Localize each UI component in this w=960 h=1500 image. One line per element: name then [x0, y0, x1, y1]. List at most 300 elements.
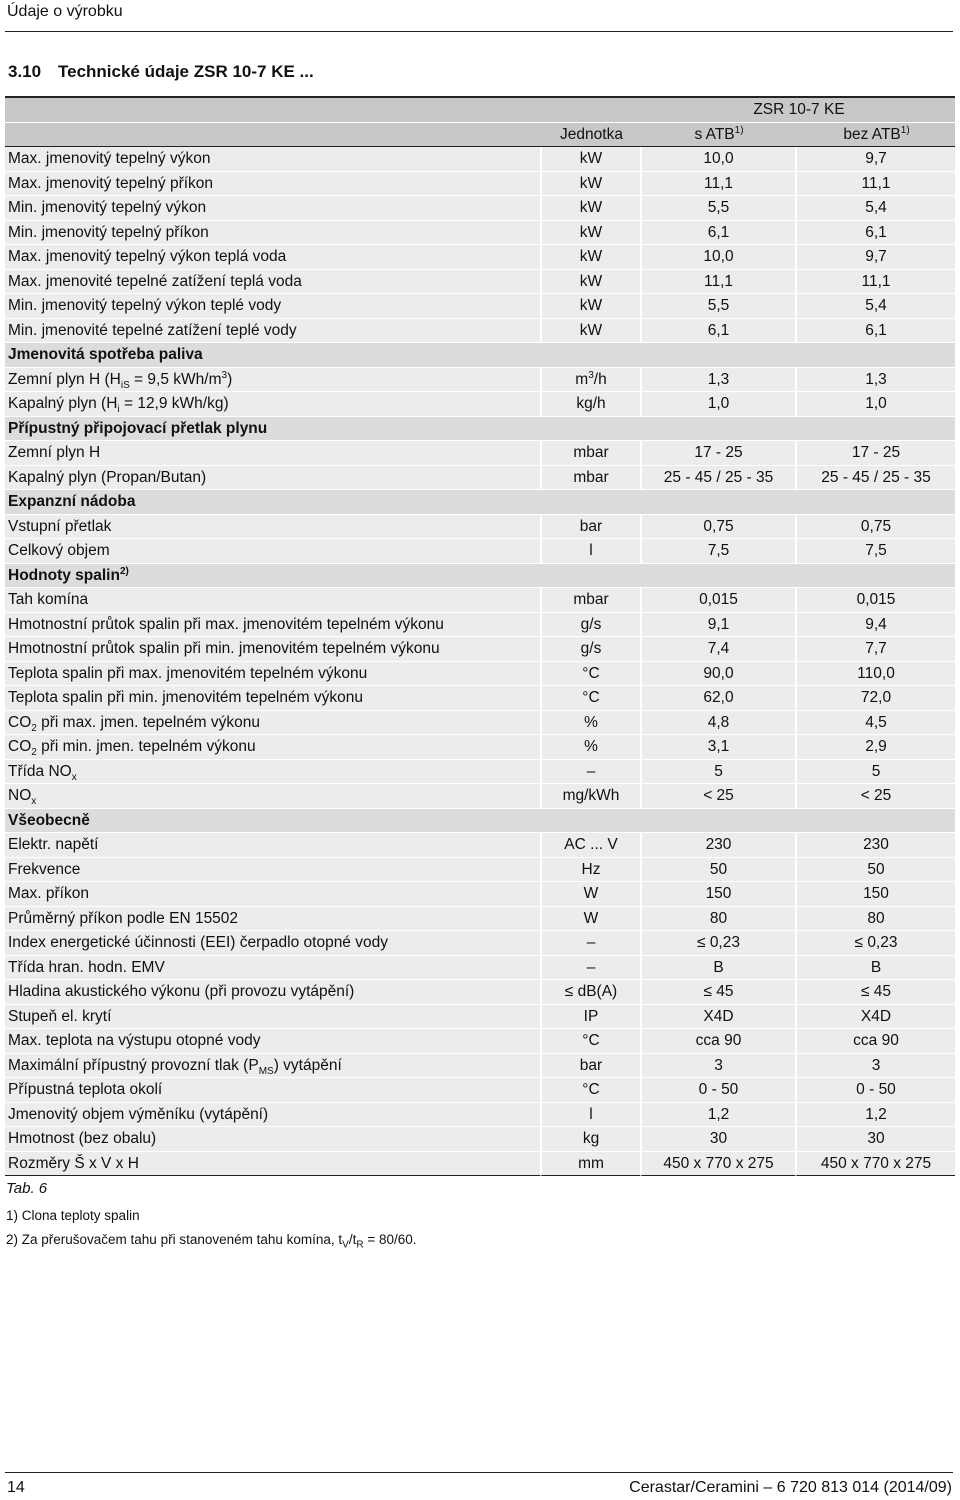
- row-unit: [540, 907, 640, 932]
- row-label-text: Max. jmenovitý tepelný výkon teplá voda: [8, 248, 287, 266]
- row-unit-text: kg/h: [576, 395, 606, 413]
- header-col-b: bez ATB$^{1)}$: [795, 123, 955, 148]
- row-value-a: 10,0: [640, 245, 795, 270]
- row-label-text: Min. jmenovitý tepelný výkon teplé vody: [8, 297, 282, 315]
- row-label: [5, 1152, 540, 1177]
- row-value-b: 25 - 45 / 25 - 35: [795, 466, 955, 491]
- row-unit-text: g/s: [580, 615, 602, 633]
- table-row: [5, 221, 955, 246]
- row-value-a: 4,8: [640, 711, 795, 736]
- row-label: [5, 1103, 540, 1128]
- row-label-text: Průměrný příkon podle EN 15502: [8, 909, 239, 927]
- row-value-b: 1,3: [795, 368, 955, 393]
- header-empty-cell: [5, 96, 540, 123]
- row-label-text: Frekvence: [8, 860, 81, 878]
- row-unit-text: mbar: [573, 591, 609, 609]
- row-label-text: Kapalný plyn (H: [8, 395, 118, 413]
- row-value-a: ≤ 45: [640, 980, 795, 1005]
- row-unit: [540, 833, 640, 858]
- row-unit: [540, 882, 640, 907]
- table-row: [5, 686, 955, 711]
- row-label-text: CO: [8, 738, 32, 756]
- row-unit: [540, 539, 640, 564]
- row-label: [5, 931, 540, 956]
- row-label: [5, 735, 540, 760]
- table-row: [5, 956, 955, 981]
- row-label: [5, 588, 540, 613]
- row-label: [5, 882, 540, 907]
- row-label-text: Min. jmenovité tepelné zatížení teplé vody: [8, 321, 297, 339]
- header-empty-cell: [540, 96, 640, 123]
- row-value-b: < 25: [795, 784, 955, 809]
- footnote-2: 2) Za přerušovačem tahu při stanoveném tahu komína, $t_V/t_R = 80/60$.: [6, 1232, 417, 1251]
- row-value-a: 5,5: [640, 294, 795, 319]
- row-label-text: Max. jmenovitý tepelný příkon: [8, 174, 214, 192]
- group-heading-sup: 2): [119, 565, 129, 577]
- table-header-row-columns: [5, 123, 955, 148]
- row-value-b: 5,4: [795, 196, 955, 221]
- table-group-row: [5, 343, 955, 368]
- row-label: [5, 147, 540, 172]
- row-value-a: 50: [640, 858, 795, 883]
- footnote-1: 1) Clona teploty spalin: [6, 1208, 140, 1223]
- row-label-sub: x: [71, 771, 77, 783]
- row-label: [5, 1127, 540, 1152]
- row-value-a: 1,3: [640, 368, 795, 393]
- row-value-a: 450 x 770 x 275: [640, 1152, 795, 1177]
- row-label-text: Jmenovitý objem výměníku (vytápění): [8, 1105, 269, 1123]
- row-label-text: Hmotnostní průtok spalin při max. jmenovitém tepelném výkonu: [8, 615, 444, 633]
- row-label-text: Kapalný plyn (Propan/Butan): [8, 468, 207, 486]
- row-unit: [540, 147, 640, 172]
- table-row: [5, 172, 955, 197]
- row-label-mid: = 9,5 kWh/m: [129, 370, 222, 388]
- row-unit: [540, 931, 640, 956]
- row-unit-text: l: [589, 1105, 593, 1123]
- row-value-a: 9,1: [640, 613, 795, 638]
- table-row: [5, 711, 955, 736]
- table-row: [5, 858, 955, 883]
- row-value-b: cca 90: [795, 1029, 955, 1054]
- row-label-mid: při min. jmen. tepelném výkonu: [36, 738, 256, 756]
- section-title-text: Technické údaje ZSR 10-7 KE ...: [58, 62, 314, 81]
- row-label-text: Zemní plyn H: [8, 444, 101, 462]
- row-unit: [540, 735, 640, 760]
- row-value-a: 11,1: [640, 270, 795, 295]
- row-label-text: Přípustná teplota okolí: [8, 1081, 163, 1099]
- row-label-sub: 2: [31, 747, 37, 759]
- row-label: [5, 392, 540, 417]
- row-unit-text: °C: [582, 1032, 600, 1050]
- row-label: [5, 441, 540, 466]
- row-value-a: 7,5: [640, 539, 795, 564]
- row-value-a: X4D: [640, 1005, 795, 1030]
- table-row: [5, 980, 955, 1005]
- row-value-a: 3: [640, 1054, 795, 1079]
- page-header-title: Údaje o výrobku: [7, 3, 123, 20]
- row-label: [5, 1054, 540, 1079]
- row-unit-end: /h: [593, 370, 607, 388]
- table-row: [5, 637, 955, 662]
- row-label: [5, 319, 540, 344]
- row-unit-text: l: [589, 542, 593, 560]
- row-value-b: 150: [795, 882, 955, 907]
- row-value-b: 7,5: [795, 539, 955, 564]
- table-row: [5, 270, 955, 295]
- row-label: [5, 196, 540, 221]
- row-label-text: Elektr. napětí: [8, 836, 99, 854]
- row-label-text: Min. jmenovitý tepelný příkon: [8, 223, 209, 241]
- row-value-b: 110,0: [795, 662, 955, 687]
- group-heading: Přípustný připojovací přetlak plynu: [8, 419, 268, 437]
- table-group-row: [5, 490, 955, 515]
- row-label-text: Teplota spalin při min. jmenovitém tepelném výkonu: [8, 689, 363, 707]
- group-heading: Expanzní nádoba: [8, 493, 136, 511]
- row-label: [5, 784, 540, 809]
- row-label-text: Třída hran. hodn. EMV: [8, 958, 165, 976]
- row-unit: [540, 1029, 640, 1054]
- row-value-a: 5: [640, 760, 795, 785]
- row-value-a: 10,0: [640, 147, 795, 172]
- table-caption: Tab. 6: [6, 1180, 48, 1197]
- row-unit-text: °C: [582, 689, 600, 707]
- table-header-row-model: [5, 96, 955, 123]
- group-heading-cell: [5, 809, 955, 834]
- table-row: [5, 196, 955, 221]
- row-unit: [540, 784, 640, 809]
- row-unit-text: m: [575, 370, 589, 388]
- row-unit-text: W: [583, 909, 599, 927]
- row-unit: [540, 1152, 640, 1177]
- row-unit: [540, 1103, 640, 1128]
- row-value-a: 6,1: [640, 221, 795, 246]
- row-unit-text: kW: [579, 321, 603, 339]
- table-row: [5, 515, 955, 540]
- row-unit-text: mbar: [573, 468, 609, 486]
- row-label: [5, 662, 540, 687]
- table-row: [5, 588, 955, 613]
- row-label: [5, 539, 540, 564]
- row-unit-text: –: [586, 762, 596, 780]
- table-row: [5, 833, 955, 858]
- table-row: [5, 1029, 955, 1054]
- table-row: [5, 1152, 955, 1177]
- row-value-a: 5,5: [640, 196, 795, 221]
- row-unit: [540, 1127, 640, 1152]
- row-unit-text: W: [583, 885, 599, 903]
- row-label: [5, 1078, 540, 1103]
- table-row: [5, 392, 955, 417]
- header-unit: Jednotka: [540, 123, 640, 148]
- table-row: [5, 760, 955, 785]
- row-unit: [540, 662, 640, 687]
- header-empty-cell: [5, 123, 540, 148]
- row-value-b: 5: [795, 760, 955, 785]
- row-unit-text: kW: [579, 248, 603, 266]
- row-unit: [540, 270, 640, 295]
- row-unit-text: mbar: [573, 444, 609, 462]
- row-value-b: 9,4: [795, 613, 955, 638]
- row-label-end: ): [227, 370, 233, 388]
- row-unit-text: bar: [579, 1056, 603, 1074]
- row-label: [5, 858, 540, 883]
- row-label: [5, 294, 540, 319]
- row-label: [5, 833, 540, 858]
- row-unit-text: kW: [579, 297, 603, 315]
- group-heading-cell: [5, 490, 955, 515]
- table-group-row: [5, 809, 955, 834]
- row-value-a: 230: [640, 833, 795, 858]
- row-unit-text: bar: [579, 517, 603, 535]
- row-value-a: 17 - 25: [640, 441, 795, 466]
- row-value-a: < 25: [640, 784, 795, 809]
- row-unit-sup: 3: [588, 369, 594, 381]
- group-heading: Všeobecně: [8, 811, 90, 829]
- row-value-a: 25 - 45 / 25 - 35: [640, 466, 795, 491]
- group-heading-cell: [5, 564, 955, 589]
- row-unit-text: Hz: [581, 860, 601, 878]
- row-label-sub: MS: [258, 1065, 274, 1077]
- row-value-b: 0 - 50: [795, 1078, 955, 1103]
- row-unit: [540, 637, 640, 662]
- table-group-row: [5, 417, 955, 442]
- row-label-text: Hmotnostní průtok spalin při min. jmenovitém tepelném výkonu: [8, 640, 440, 658]
- table-row: [5, 147, 955, 172]
- table-row: [5, 1054, 955, 1079]
- row-unit: [540, 515, 640, 540]
- row-value-a: 150: [640, 882, 795, 907]
- row-unit: [540, 172, 640, 197]
- row-unit-text: kW: [579, 223, 603, 241]
- row-unit: [540, 319, 640, 344]
- table-row: [5, 735, 955, 760]
- table-row: [5, 1078, 955, 1103]
- row-unit-text: –: [586, 934, 596, 952]
- table-row: [5, 1127, 955, 1152]
- row-unit: [540, 686, 640, 711]
- row-value-b: ≤ 45: [795, 980, 955, 1005]
- row-unit-text: IP: [583, 1007, 599, 1025]
- row-unit-text: kg: [582, 1130, 600, 1148]
- table-row: [5, 1005, 955, 1030]
- row-unit-text: –: [586, 958, 596, 976]
- row-value-a: 80: [640, 907, 795, 932]
- row-label: [5, 466, 540, 491]
- row-value-b: 450 x 770 x 275: [795, 1152, 955, 1177]
- row-label-sup: 3: [221, 369, 228, 381]
- row-label-sub: 2: [31, 722, 37, 734]
- row-label: [5, 956, 540, 981]
- group-heading: Hodnoty spalin: [8, 566, 120, 584]
- row-value-b: 72,0: [795, 686, 955, 711]
- row-label-text: Rozměry Š x V x H: [8, 1154, 139, 1172]
- row-value-b: 30: [795, 1127, 955, 1152]
- row-value-b: 6,1: [795, 319, 955, 344]
- row-unit: [540, 1005, 640, 1030]
- row-unit: [540, 245, 640, 270]
- row-unit: [540, 956, 640, 981]
- row-value-a: 0,75: [640, 515, 795, 540]
- row-label-text: Vstupní přetlak: [8, 517, 112, 535]
- table-row: [5, 907, 955, 932]
- table-row: [5, 882, 955, 907]
- row-unit: [540, 760, 640, 785]
- row-unit-text: AC ... V: [564, 836, 618, 854]
- group-heading: Jmenovitá spotřeba paliva: [8, 346, 203, 364]
- row-unit: [540, 466, 640, 491]
- table-row: [5, 539, 955, 564]
- row-unit-text: mm: [578, 1154, 604, 1172]
- table-row: [5, 784, 955, 809]
- row-label: [5, 613, 540, 638]
- row-value-b: 17 - 25: [795, 441, 955, 466]
- document-reference: Cerastar/Ceramini – 6 720 813 014 (2014/09): [629, 1479, 952, 1496]
- row-label-sub: x: [31, 796, 37, 808]
- group-heading-cell: [5, 417, 955, 442]
- row-label-text: CO: [8, 713, 32, 731]
- row-label-text: Max. teplota na výstupu otopné vody: [8, 1032, 261, 1050]
- row-label-mid: ) vytápění: [273, 1056, 342, 1074]
- row-unit: [540, 711, 640, 736]
- row-value-b: 4,5: [795, 711, 955, 736]
- row-unit-text: ≤ dB(A): [564, 983, 618, 1001]
- row-label: [5, 515, 540, 540]
- row-label: [5, 907, 540, 932]
- section-title: [8, 62, 314, 82]
- row-value-b: 5,4: [795, 294, 955, 319]
- row-value-b: 9,7: [795, 245, 955, 270]
- header-model: ZSR 10-7 KE: [640, 96, 955, 123]
- row-label: [5, 172, 540, 197]
- row-label-mid: při max. jmen. tepelném výkonu: [36, 713, 260, 731]
- row-value-b: 1,2: [795, 1103, 955, 1128]
- row-label: [5, 711, 540, 736]
- row-unit: [540, 392, 640, 417]
- row-label-text: Maximální přípustný provozní tlak (P: [8, 1056, 259, 1074]
- row-label: [5, 980, 540, 1005]
- row-label-text: Teplota spalin při max. jmenovitém tepelném výkonu: [8, 664, 368, 682]
- row-label: [5, 245, 540, 270]
- row-label: [5, 1005, 540, 1030]
- row-label-text: Max. příkon: [8, 885, 89, 903]
- row-value-b: 11,1: [795, 270, 955, 295]
- row-value-b: 50: [795, 858, 955, 883]
- row-label-text: Celkový objem: [8, 542, 110, 560]
- group-heading-cell: [5, 343, 955, 368]
- row-label: [5, 686, 540, 711]
- row-unit: [540, 196, 640, 221]
- table-row: [5, 441, 955, 466]
- row-unit-text: °C: [582, 664, 600, 682]
- row-value-b: X4D: [795, 1005, 955, 1030]
- row-label-text: Tah komína: [8, 591, 89, 609]
- row-unit: [540, 221, 640, 246]
- row-unit-text: %: [584, 738, 598, 756]
- row-value-b: ≤ 0,23: [795, 931, 955, 956]
- row-value-a: 1,0: [640, 392, 795, 417]
- row-value-a: 1,2: [640, 1103, 795, 1128]
- row-value-b: 11,1: [795, 172, 955, 197]
- row-value-a: ≤ 0,23: [640, 931, 795, 956]
- row-value-a: 11,1: [640, 172, 795, 197]
- row-label-text: Hladina akustického výkonu (při provozu vytápění): [8, 983, 355, 1001]
- row-unit-text: kW: [579, 150, 603, 168]
- row-value-b: 2,9: [795, 735, 955, 760]
- row-label-text: Třída NO: [8, 762, 72, 780]
- table-row: [5, 368, 955, 393]
- row-unit: [540, 613, 640, 638]
- row-unit: [540, 1078, 640, 1103]
- row-value-a: 90,0: [640, 662, 795, 687]
- table-row: [5, 319, 955, 344]
- footer-divider: [5, 1472, 953, 1473]
- row-unit: [540, 441, 640, 466]
- row-unit: [540, 368, 640, 393]
- table-row: [5, 931, 955, 956]
- row-unit: [540, 588, 640, 613]
- row-unit: [540, 294, 640, 319]
- table-group-row: [5, 564, 955, 589]
- row-value-b: 0,015: [795, 588, 955, 613]
- row-value-b: 6,1: [795, 221, 955, 246]
- row-value-b: 80: [795, 907, 955, 932]
- row-label: [5, 1029, 540, 1054]
- row-label-text: Stupeň el. krytí: [8, 1007, 112, 1025]
- row-unit-text: kW: [579, 272, 603, 290]
- row-label: [5, 270, 540, 295]
- row-label-sub: iS: [120, 379, 130, 391]
- row-label: [5, 760, 540, 785]
- row-value-a: 6,1: [640, 319, 795, 344]
- technical-data-table: [5, 96, 955, 1176]
- row-value-a: 30: [640, 1127, 795, 1152]
- row-label-text: Min. jmenovitý tepelný výkon: [8, 199, 207, 217]
- row-value-a: B: [640, 956, 795, 981]
- row-label-text: Hmotnost (bez obalu): [8, 1130, 157, 1148]
- row-value-b: 230: [795, 833, 955, 858]
- row-label-text: Max. jmenovitý tepelný výkon: [8, 150, 211, 168]
- row-unit: [540, 980, 640, 1005]
- row-label-mid: = 12,9 kWh/kg): [119, 395, 229, 413]
- row-value-b: B: [795, 956, 955, 981]
- row-unit: [540, 858, 640, 883]
- row-unit-text: mg/kWh: [562, 787, 620, 805]
- row-value-a: cca 90: [640, 1029, 795, 1054]
- table-row: [5, 466, 955, 491]
- row-label: [5, 637, 540, 662]
- row-value-b: 9,7: [795, 147, 955, 172]
- row-label-text: NO: [8, 787, 32, 805]
- table-row: [5, 662, 955, 687]
- row-value-a: 7,4: [640, 637, 795, 662]
- row-unit-text: kW: [579, 199, 603, 217]
- row-value-a: 0,015: [640, 588, 795, 613]
- header-col-a: s ATB$^{1)}$: [640, 123, 795, 148]
- row-value-b: 7,7: [795, 637, 955, 662]
- header-divider: [5, 31, 953, 32]
- row-unit-text: kW: [579, 174, 603, 192]
- row-value-b: 0,75: [795, 515, 955, 540]
- table-row: [5, 245, 955, 270]
- row-label: [5, 221, 540, 246]
- row-unit-text: %: [584, 713, 598, 731]
- page-number: 14: [7, 1479, 25, 1496]
- table-row: [5, 613, 955, 638]
- row-value-b: 1,0: [795, 392, 955, 417]
- table-row: [5, 294, 955, 319]
- row-label-sub: i: [117, 404, 120, 416]
- row-unit-text: g/s: [580, 640, 602, 658]
